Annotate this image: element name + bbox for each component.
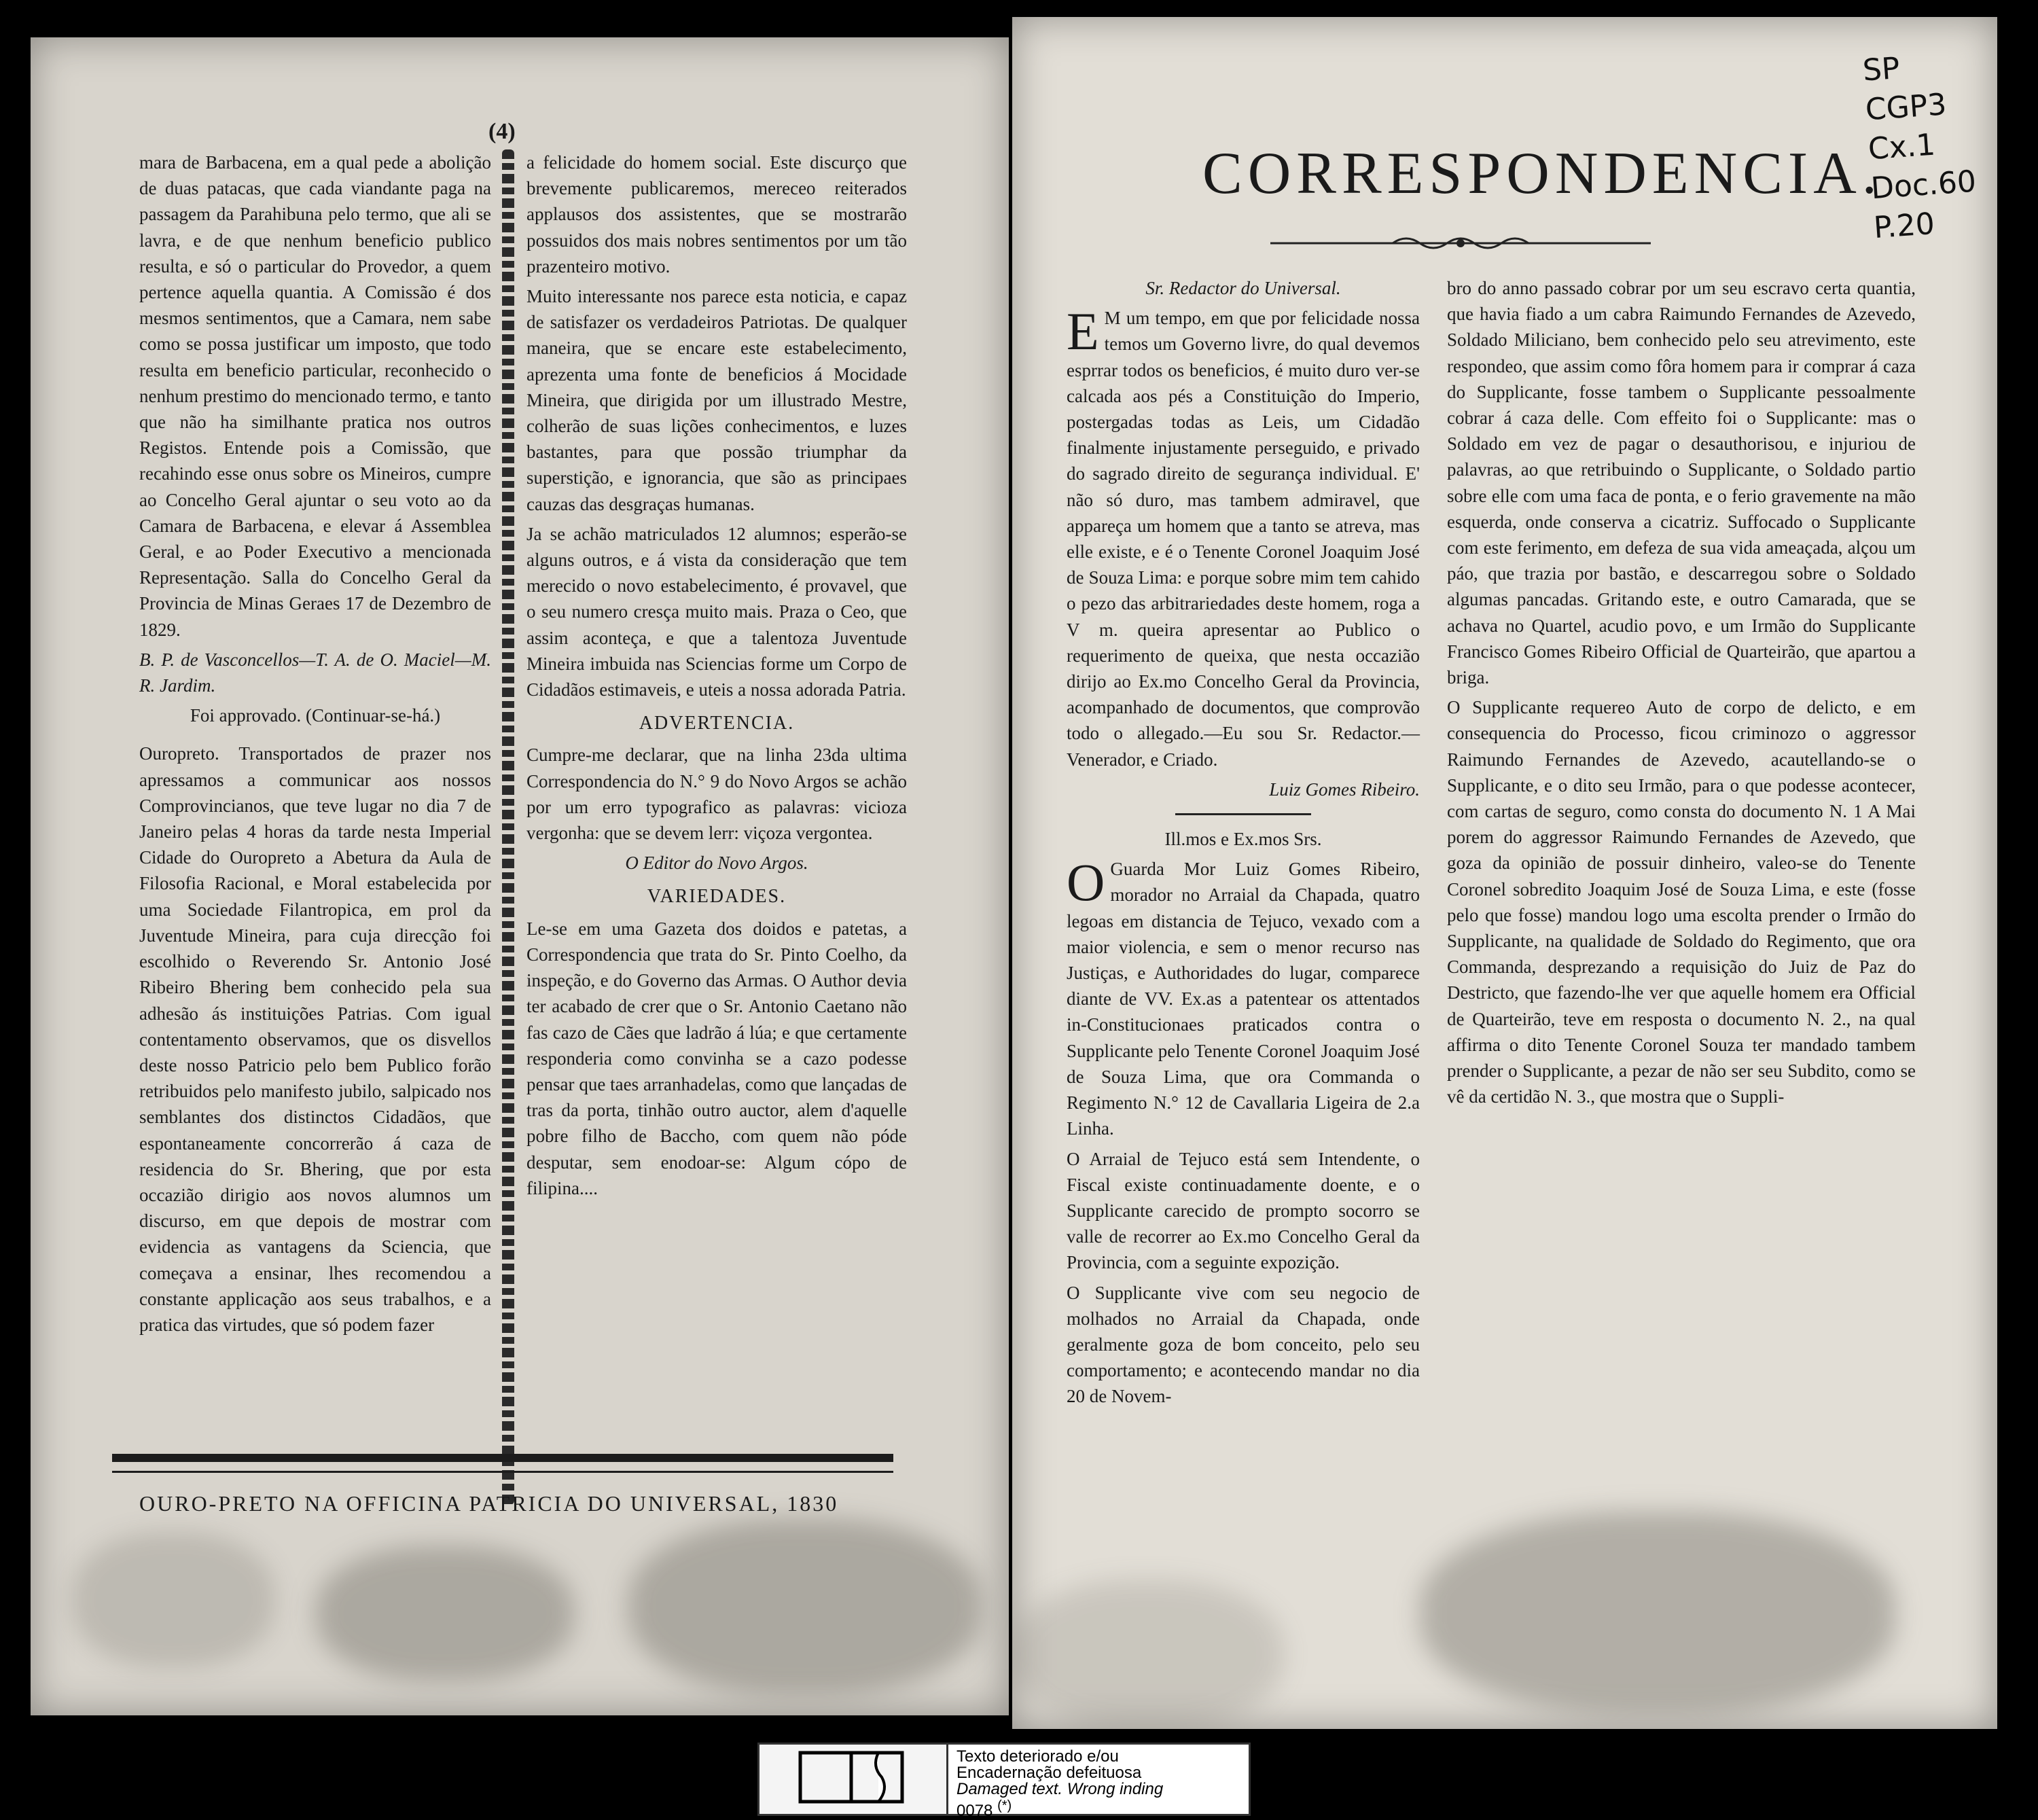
letter-signature: Luiz Gomes Ribeiro. [1269, 779, 1420, 800]
salutation: Sr. Redactor do Universal. [1145, 278, 1341, 298]
column-divider-ornament [502, 149, 514, 1505]
paragraph: O Supplicante requereo Auto de corpo de delicto, e em consequencia do Processo, ficou criminozo o aggressor Raimundo Fernandes de Azevedo, acautellando-se o Supplicante, e o dito seu Irmão, para o que podesse acontecer, com cartas de seguro, como consta do documento N. 1 A Mai porem do aggressor Raimundo Fernandes de Azevedo, que goza da opinião de possuir dinheiro, valeo-se do Tenente Coronel sobredito Joaquim José de Souza Lima, e este (fosse pelo que fosse) mandou logo uma escolta prender o Irmão do Supplicante, na qualidade de Soldado do Regimento, que ora Commanda, desprezando a requisição do Juiz de Paz do Destricto, que fazendo-lhe ver que aquelle homem era Official de Quarteirão, teve em resposta o documento N. 2., na qual affirma o dito Tenente Coronel Souza ter mandado tambem prender o Supplicante, a pezar de não ser seu Subdito, como se vê da certidão N. 3., que mostra que o Suppli- [1447, 697, 1916, 1107]
paragraph: a felicidade do homem social. Este discurço que brevemente publicaremos, mereceo reiterados applausos dos assistentes, que se mostrarão possuidos dos mais nobres sentimentos por um tão prazenteiro motivo. [526, 152, 907, 276]
ornamental-rule [1270, 234, 1651, 252]
section-heading: VARIEDADES. [647, 886, 787, 908]
editor-signature: O Editor do Novo Argos. [625, 853, 808, 874]
damaged-book-icon [759, 1745, 948, 1814]
note-line: Cx.1 [1867, 127, 1937, 167]
letter-text: M um tempo, em que por felicidade nossa temos um Governo livre, do qual devemos esprrar todos os beneficios, é muito duro ver-se calcada aos pés a Constituição do Imperio, postergadas todas as Leis, um Cidadão finalmente injustamente perseguido, e privado do sagrado direito de segurança individual. E' não só duro, mas tambem admiravel, que appareça um homem que a tanto se atreva, mas elle existe, e é o Tenente Coronel Joaquim José de Souza Lima: e porque sobre mim tem cahido o pezo das arbitrariedades deste homem, roga a V m. queira apresentar ao Publico o requerimento de queixa, que nesta occazião dirijo ao Ex.mo Concelho Geral da Provincia, acompanhado de documentos, que comprovão todo o allegado.—Eu sou Sr. Redactor.—Venerador, e Criado. [1067, 308, 1420, 770]
label-line: Damaged text. Wrong inding [957, 1780, 1164, 1798]
label-line: Encadernação defeituosa [957, 1764, 1142, 1782]
right-column-2 [1447, 275, 1916, 1114]
paragraph: mara de Barbacena, em a qual pede a abolição de duas patacas, que cada viandante paga na passagem da Parahibuna pelo termo, que ali se lavra, e de que nenhum beneficio publico resulta, e só o particular do Provedor, a quem pertence aquella quantia. A Comissão é dos mesmos sentimentos, que a Camara, nem sabe como se possa justificar um imposto, que todo resulta em beneficio particular, reconhecido o nenhum prestimo do mencionado termo, e tanto que não ha similhante pratica nos outros Registos. Entende pois a Comissão, que recahindo esse onus sobre os Mineiros, cumpre ao Concelho Geral ajuntar o seu voto ao da Camara de Barbacena, e elevar á Assemblea Geral, e ao Poder Executivo a mencionada Representação. Salla do Concelho Geral da Provincia de Minas Geraes 17 de Dezembro de 1829. [139, 152, 491, 640]
note-line: Doc.60 [1870, 164, 1978, 207]
bottom-rule-thin [112, 1471, 893, 1473]
paragraph: Muito interessante nos parece esta noticia, e capaz de satisfazer os verdadeiros Patriotas. De qualquer maneira, que se encare este estabelecimento, aprezenta uma fonte de beneficios á Mocidade Mineira, que dirigida por um illustrado Mestre, colherão de suas lições conhecimentos, e luzes bastantes, para que possão triumphar da superstição, e ignorancia, que são as principaes cauzas das desgraças humanas. [526, 286, 907, 514]
drop-cap: E [1067, 302, 1099, 361]
archive-label [757, 1743, 1251, 1820]
imprint: OURO-PRETO NA OFFICINA PATRICIA DO UNIVERSAL, 1830 [139, 1491, 839, 1516]
section-heading: ADVERTENCIA. [639, 713, 795, 734]
page-number: (4) [488, 119, 516, 144]
left-column-1 [139, 149, 491, 1342]
petition-paragraph [1067, 853, 1420, 1141]
label-code: 0078 [957, 1802, 993, 1820]
paragraph: Le-se em uma Gazeta dos doidos e patetas, a Correspondencia que trata do Sr. Pinto Coelho, da inspeção, e do Governo das Armas. O Author devia ter acabado de crer que o Sr. Antonio Caetano não fas cazo de Cães que ladrão á lúa; e que certamente responderia como convinha se a cazo podesse pensar que taes arranhadelas, como que lançadas de tras da porta, tinhão outro auctor, alem d'aquelle pobre filho de Baccho, com quem não póde desputar, sem enodoar-se: Algum cópo de filipina.... [526, 918, 907, 1198]
left-column-2 [526, 149, 907, 1205]
label-line [957, 1798, 1163, 1819]
paragraph: O Supplicante vive com seu negocio de molhados no Arraial da Chapada, onde geralmente goza de bom conceito, pelo seu comportamento; e acontecendo mandar no dia 20 de Novem- [1067, 1282, 1420, 1407]
separator [1175, 813, 1311, 815]
paragraph: Ouropreto. Transportados de prazer nos apressamos a communicar aos nossos Comprovincianos, que teve lugar no dia 7 de Janeiro pelas 4 horas da tarde nesta Imperial Cidade do Ouropreto a Abetura da Aula de Filosofia Racional, e Moral estabelecida por uma Sociedade Filantropica, em prol da Juventude Mineira, para cuja direcção foi escolhido o Reverendo Sr. Antonio José Ribeiro Bhering bem conhecido pela sua adhesão ás instituições Patrias. Com igual contentamento observamos, que os disvellos deste nosso Patricio pelo bem Publico forão retribuidos pelo manifesto jubilo, salpicado nos semblantes dos distinctos Cidadãos, que espontaneamente concorrerão á caza de residencia do Sr. Bhering, que por esta occazião dirigio aos novos alumnos um discurso, em que depois de mostrar com evidencia as vantagens da Sciencia, que começava a ensinar, lhes recomendou a constante applicação aos seus trabalhos, e a pratica das virtudes, que só podem fazer [139, 743, 491, 1335]
left-page [31, 37, 1009, 1715]
masthead: CORRESPONDENCIA. [1202, 141, 1882, 207]
paragraph: O Arraial de Tejuco está sem Intendente, o Fiscal existe continuadamente doente, e o Supplicante carecido de prompto socorro se valle de recorrer ao Ex.mo Concelho Geral da Provincia, com a seguinte expozição. [1067, 1148, 1420, 1273]
note-line: CGP3 [1864, 87, 1948, 128]
paragraph: Cumpre-me declarar, que na linha 23da ultima Correspondencia do N.° 9 do Novo Argos se achão por um erro typografico as palavras: vicioza vergonha: que se devem lerr: viçoza vergontea. [526, 745, 907, 844]
letter-paragraph [1067, 302, 1420, 772]
note-line: SP [1861, 50, 1901, 88]
label-mark: (*) [997, 1798, 1012, 1813]
handwritten-archive-notes [1861, 44, 1980, 248]
bottom-rule [112, 1454, 893, 1462]
paragraph: bro do anno passado cobrar por um seu escravo certa quantia, que havia fiado a um cabra Raimundo Fernandes de Azevedo, Soldado Miliciano, bem conhecido pelo seu atrevimento, este respondeo, que assim como fôra homem para ir comprar á caza do Supplicante, fosse tambem o Supplicante pessoalmente cobrar á caza delle. Com effeito foi o Supplicante: mas o Soldado em vez de pagar o desauthorisou, e injuriou de palavras, ao que retribuindo o Supplicante, o Soldado partio sobre elle com uma faca de ponta, e o ferio gravemente na mão esquerda, onde conserva a cicatriz. Suffocado o Supplicante com este ferimento, em defeza de sua vida ameaçada, alçou um páo, que trazia por bastão, e descarregou sobre o Soldado algumas pancadas. Gritando este, e outro Camarada, que se achava no Quartel, acudio povo, e um Irmão do Supplicante Francisco Gomes Ribeiro Official de Quarteirão, que apartou a briga. [1447, 278, 1916, 688]
paragraph: Ja se achão matriculados 12 alumnos; esperão-se alguns outros, e á vista da consideração que tem merecido o novo estabelecimento, é provavel, que o seu numero cresça muito mais. Praza o Ceo, que assim aconteça, e que a talentoza Juventude Mineira imbuida nas Sciencias forme um Corpo de Cidadãos estimaveis, e uteis a nossa adorada Patria. [526, 523, 907, 700]
greeting: Ill.mos e Ex.mos Srs. [1164, 829, 1322, 850]
petition-text: Guarda Mor Luiz Gomes Ribeiro, morador no Arraial da Chapada, quatro legoas em distancia de Tejuco, vexado com a maior violencia, e sem o menor recurso nas Justiças, e Authoridades do lugar, comparece diante de VV. Ex.as a patentear os attentados in-Constitucionaes praticados contra o Supplicante pelo Tenente Coronel Joaquim José de Souza Lima, que ora Commanda o Regimento N.° 12 de Cavallaria Ligeira de 2.a Linha. [1067, 859, 1420, 1139]
right-column-1 [1067, 275, 1420, 1414]
approved-note: Foi approvado. (Continuar-se-há.) [190, 705, 441, 726]
note-line: P.20 [1872, 206, 1936, 246]
right-page [1012, 17, 1997, 1729]
signatures: B. P. de Vasconcellos—T. A. de O. Maciel—M. R. Jardim. [139, 649, 491, 696]
label-text [948, 1745, 1171, 1820]
drop-cap: O [1067, 853, 1105, 912]
label-line: Texto deteriorado e/ou [957, 1747, 1119, 1766]
